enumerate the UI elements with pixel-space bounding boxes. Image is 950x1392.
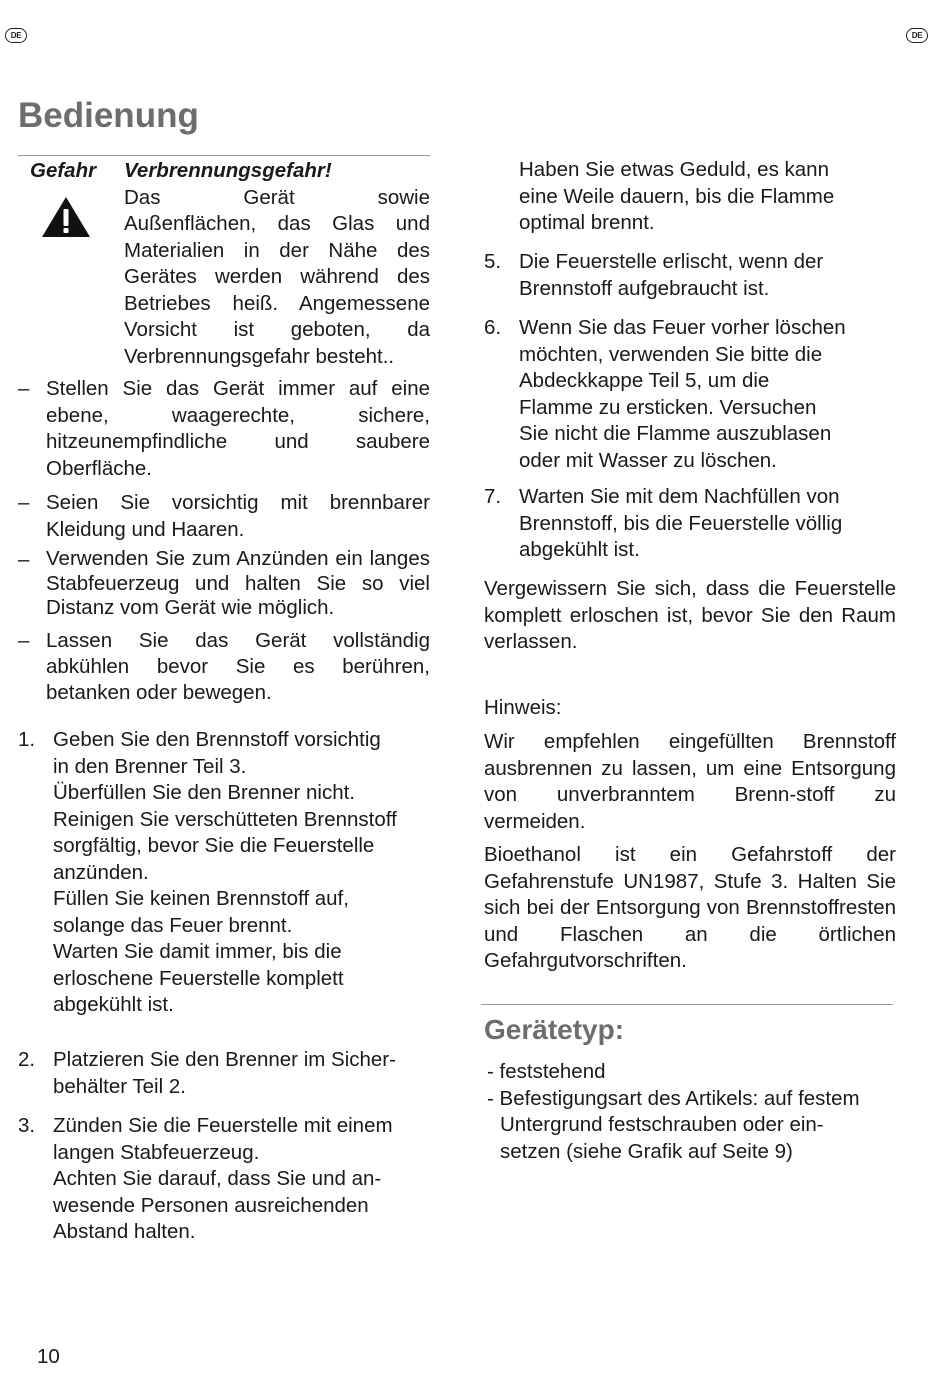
step-line: sorgfältig, bevor Sie die Feuerstelle: [53, 834, 375, 857]
device-type-item: - feststehend: [487, 1060, 606, 1083]
step-item: [484, 249, 904, 302]
step-number: 6.: [484, 316, 502, 339]
step-line: abgekühlt ist.: [53, 993, 174, 1016]
step-line: Flamme zu ersticken. Versuchen: [519, 395, 817, 419]
list-item: [18, 490, 430, 543]
list-item-text: Stellen Sie das Gerät immer auf eine ebene, waagerechte, sichere, hitzeunempfindliche und saubere Oberfläche.: [46, 377, 430, 480]
dash-marker: –: [18, 377, 30, 400]
step-number: 5.: [484, 250, 502, 273]
step-line: Abstand halten.: [53, 1220, 196, 1243]
list-item: [18, 376, 430, 482]
language-badge-left: DE: [5, 28, 27, 43]
step-number: 3.: [18, 1114, 36, 1137]
list-item-text: Verwenden Sie zum Anzünden ein langes Stabfeuerzeug und halten Sie so viel Distanz vom Gerät wie möglich.: [46, 547, 430, 619]
step-line: eine Weile dauern, bis die Flamme: [519, 184, 835, 208]
step-line: Abdeckkappe Teil 5, um die: [519, 369, 770, 392]
dash-marker: –: [18, 548, 30, 571]
step-line: Platzieren Sie den Brenner im Sicher-: [53, 1048, 396, 1071]
step-number: 7.: [484, 485, 502, 508]
step-line: Überfüllen Sie den Brenner nicht.: [53, 781, 355, 804]
step-line: in den Brenner Teil 3.: [53, 754, 247, 778]
step-item: [18, 727, 433, 1019]
warning-line: Materialien in der Nähe des: [124, 238, 430, 262]
closing-paragraph: Vergewissern Sie sich, dass die Feuerstelle komplett erloschen ist, bevor Sie den Raum verlassen.: [484, 577, 896, 653]
warning-heading: Verbrennungsgefahr!: [124, 159, 332, 182]
step-line: Zünden Sie die Feuerstelle mit einem: [53, 1114, 393, 1137]
warning-line: Gerätes werden während des: [124, 265, 430, 288]
language-badge-right: DE: [906, 28, 928, 43]
step-line: Füllen Sie keinen Brennstoff auf,: [53, 887, 349, 910]
section-title: Bedienung: [18, 96, 199, 135]
step-line: wesende Personen ausreichenden: [53, 1193, 369, 1217]
list-item-text: Lassen Sie das Gerät vollständig abkühlen bevor Sie es berühren, betanken oder bewegen.: [46, 629, 430, 704]
step-line: Brennstoff aufgebraucht ist.: [519, 276, 770, 300]
device-type-divider: [481, 1004, 893, 1005]
note-label: Hinweis:: [484, 696, 562, 719]
step-line: erloschene Feuerstelle komplett: [53, 966, 344, 990]
device-type-item-continuation: Untergrund festschrauben oder ein-: [500, 1113, 824, 1136]
warning-line: Außenflächen, das Glas und: [124, 212, 430, 235]
step-line: anzünden.: [53, 860, 149, 884]
step-item: [484, 484, 904, 564]
step-line: Geben Sie den Brennstoff vorsichtig: [53, 728, 381, 751]
warning-line: Vorsicht ist geboten, da: [124, 318, 430, 341]
step-item: [484, 315, 904, 474]
dash-marker: –: [18, 491, 30, 514]
device-type-list: [487, 1059, 907, 1165]
step-line: Warten Sie mit dem Nachfüllen von: [519, 485, 840, 508]
list-item: [18, 628, 430, 706]
step-number: 1.: [18, 728, 36, 751]
step-line: solange das Feuer brennt.: [53, 913, 293, 937]
note-paragraph: Bioethanol ist ein Gefahrstoff der Gefahrenstufe UN1987, Stufe 3. Halten Sie sich bei der Entsorgung von Brennstoffresten und Flaschen an die örtlichen Gefahrgutvorschriften.: [484, 843, 896, 972]
step-item: [18, 1047, 433, 1100]
step-item: [484, 157, 904, 237]
warning-line: Das Gerät sowie: [124, 185, 430, 209]
step-line: Brennstoff, bis die Feuerstelle völlig: [519, 511, 843, 535]
note-paragraph: Wir empfehlen eingefüllten Brennstoff ausbrennen zu lassen, um eine Entsorgung von unverbranntem Brenn-stoff zu vermeiden.: [484, 730, 896, 833]
step-number: 2.: [18, 1048, 36, 1071]
device-type-item-continuation: setzen (siehe Grafik auf Seite 9): [500, 1139, 793, 1163]
step-line: langen Stabfeuerzeug.: [53, 1140, 260, 1164]
step-line: Sie nicht die Flamme auszublasen: [519, 422, 832, 445]
step-line: Reinigen Sie verschütteten Brennstoff: [53, 807, 397, 831]
title-divider: [18, 155, 430, 156]
warning-text-block: [124, 158, 430, 370]
step-line: oder mit Wasser zu löschen.: [519, 448, 777, 472]
step-item: [18, 1113, 433, 1246]
warning-line: Verbrennungsgefahr besteht..: [124, 344, 395, 368]
page-number: 10: [37, 1345, 60, 1368]
device-type-title: Gerätetyp:: [484, 1014, 625, 1045]
step-line: Die Feuerstelle erlischt, wenn der: [519, 250, 824, 273]
warning-triangle-icon: [41, 196, 91, 238]
list-item: [18, 547, 430, 621]
step-line: möchten, verwenden Sie bitte die: [519, 342, 823, 366]
warning-line: Betriebes heiß. Angemessene: [124, 291, 430, 315]
step-line: abgekühlt ist.: [519, 538, 640, 561]
step-line: optimal brennt.: [519, 211, 655, 234]
device-type-item: - Befestigungsart des Artikels: auf festem: [487, 1086, 860, 1110]
warning-label: Gefahr: [30, 159, 97, 182]
dash-marker: –: [18, 629, 30, 652]
step-line: Warten Sie damit immer, bis die: [53, 940, 342, 963]
step-line: Wenn Sie das Feuer vorher löschen: [519, 316, 846, 339]
list-item-text: Seien Sie vorsichtig mit brennbarer Kleidung und Haaren.: [46, 491, 430, 541]
step-line: Haben Sie etwas Geduld, es kann: [519, 158, 829, 181]
step-line: behälter Teil 2.: [53, 1074, 186, 1098]
step-line: Achten Sie darauf, dass Sie und an-: [53, 1167, 382, 1190]
